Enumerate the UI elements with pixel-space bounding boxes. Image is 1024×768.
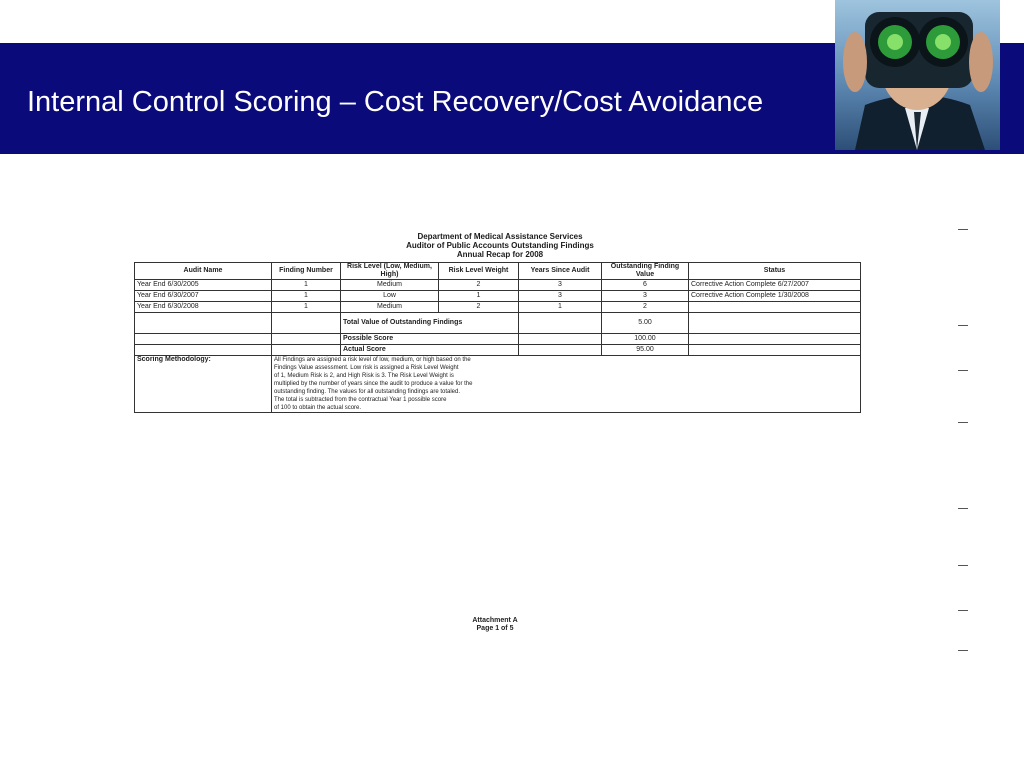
methodology-line: of 1, Medium Risk is 2, and High Risk is 3. The Risk Level Weight is (274, 373, 454, 379)
slide-title: Internal Control Scoring – Cost Recovery/Cost Avoidance (27, 86, 764, 118)
actual-score-value: 95.00 (602, 345, 689, 356)
table-row (135, 302, 861, 313)
column-header: Risk Level Weight (439, 263, 519, 280)
table-cell: 2 (602, 302, 689, 313)
table-cell (689, 302, 861, 313)
column-header: Risk Level (Low, Medium, High) (341, 263, 439, 280)
actual-score-label: Actual Score (341, 345, 519, 356)
scan-artifact (958, 422, 968, 423)
table-cell: 1 (272, 302, 341, 313)
table-cell: Year End 6/30/2005 (135, 280, 272, 291)
scan-artifact (958, 370, 968, 371)
table-cell: Corrective Action Complete 1/30/2008 (689, 291, 861, 302)
methodology-line: The total is subtracted from the contractual Year 1 possible score (274, 397, 447, 403)
scan-artifact (958, 229, 968, 230)
total-value: 5.00 (602, 313, 689, 334)
table-cell: 2 (439, 280, 519, 291)
table-cell: 6 (602, 280, 689, 291)
table-cell: Low (341, 291, 439, 302)
methodology-line: outstanding finding. The values for all outstanding findings are totaled. (274, 389, 461, 395)
table-cell: 1 (272, 280, 341, 291)
possible-score-row (135, 334, 861, 345)
column-header: Audit Name (135, 263, 272, 280)
table-cell: 3 (519, 280, 602, 291)
table-cell: Year End 6/30/2008 (135, 302, 272, 313)
methodology-line: All Findings are assigned a risk level of low, medium, or high based on the (274, 357, 471, 363)
column-header: Finding Number (272, 263, 341, 280)
column-header: Status (689, 263, 861, 280)
total-label: Total Value of Outstanding Findings (341, 313, 519, 334)
table-cell: 3 (602, 291, 689, 302)
table-cell: Year End 6/30/2007 (135, 291, 272, 302)
actual-score-row (135, 345, 861, 356)
table-row (135, 280, 861, 291)
methodology-line: multiplied by the number of years since the audit to produce a value for the (274, 381, 473, 387)
total-row (135, 313, 861, 334)
table-cell: Corrective Action Complete 6/27/2007 (689, 280, 861, 291)
scan-artifact (958, 610, 968, 611)
column-header: Outstanding Finding Value (602, 263, 689, 280)
scan-artifact (958, 508, 968, 509)
page-number: Page 1 of 5 (476, 625, 514, 632)
column-header: Years Since Audit (519, 263, 602, 280)
table-cell: Medium (341, 302, 439, 313)
table-cell: 2 (439, 302, 519, 313)
table-row (135, 291, 861, 302)
table-header-row (135, 263, 861, 280)
possible-score-label: Possible Score (341, 334, 519, 345)
doc-header-line-1: Department of Medical Assistance Services (417, 232, 583, 241)
possible-score-value: 100.00 (602, 334, 689, 345)
findings-table (134, 262, 861, 413)
methodology-row (135, 356, 861, 413)
table-cell: 3 (519, 291, 602, 302)
scan-artifact (958, 650, 968, 651)
doc-header-line-2: Auditor of Public Accounts Outstanding Findings (406, 241, 594, 250)
binoculars-man-illustration (835, 0, 1000, 150)
doc-footer (440, 617, 550, 633)
methodology-text (272, 356, 861, 413)
table-cell: 1 (519, 302, 602, 313)
table-cell: 1 (272, 291, 341, 302)
scan-artifact (958, 565, 968, 566)
attachment-label: Attachment A (472, 617, 518, 624)
doc-header-line-3: Annual Recap for 2008 (456, 250, 544, 259)
table-cell: Medium (341, 280, 439, 291)
methodology-line: of 100 to obtain the actual score. (274, 405, 362, 411)
table-cell: 1 (439, 291, 519, 302)
methodology-label: Scoring Methodology: (135, 356, 272, 413)
methodology-line: Findings Value assessment. Low risk is assigned a Risk Level Weight (274, 365, 459, 371)
scan-artifact (958, 325, 968, 326)
binoculars-man-photo (835, 0, 1000, 150)
